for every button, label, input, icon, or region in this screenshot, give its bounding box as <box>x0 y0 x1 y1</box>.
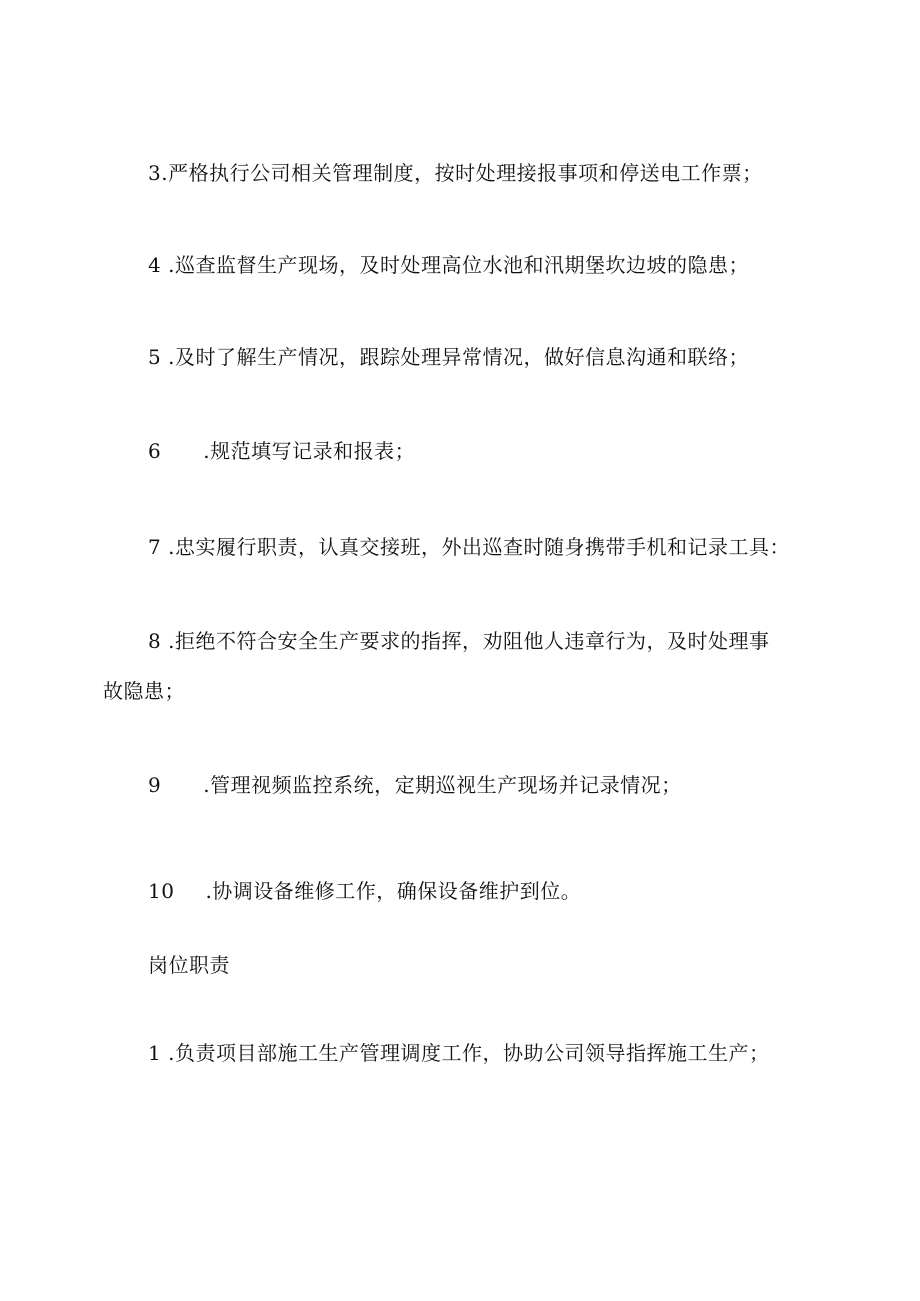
list-item-text: 1 .负责项目部施工生产管理调度工作，协助公司领导指挥施工生产； <box>148 1041 770 1065</box>
section-title <box>148 953 230 977</box>
list-item-10 <box>148 879 581 903</box>
list-item-number: 6 <box>148 439 162 463</box>
list-item-8 <box>148 629 769 653</box>
list-item-5 <box>148 345 749 369</box>
list-item-number: 9 <box>148 773 162 797</box>
section-list-item-1 <box>148 1041 769 1065</box>
list-item-number: 10 <box>148 879 175 903</box>
list-item-text: .管理视频监控系统，定期巡视生产现场并记录情况； <box>203 773 682 797</box>
list-item-text: 3.严格执行公司相关管理制度，按时处理接报事项和停送电工作票； <box>148 161 763 185</box>
list-item-3 <box>148 161 763 185</box>
list-item-9 <box>148 773 682 797</box>
list-item-text: .协调设备维修工作，确保设备维护到位。 <box>205 879 582 903</box>
list-item-6 <box>148 439 415 463</box>
section-title-text: 岗位职责 <box>148 953 230 977</box>
list-item-8-continuation <box>103 679 185 703</box>
list-item-7 <box>148 535 790 559</box>
list-item-text: 4 .巡查监督生产现场，及时处理高位水池和汛期堡坎边坡的隐患； <box>148 253 749 277</box>
list-item-4 <box>148 253 749 277</box>
list-item-text: 8 .拒绝不符合安全生产要求的指挥，劝阻他人违章行为，及时处理事 <box>148 629 770 653</box>
list-item-text: 7 .忠实履行职责，认真交接班，外出巡查时随身携带手机和记录工具： <box>148 535 790 559</box>
list-item-text: .规范填写记录和报表； <box>203 439 416 463</box>
list-item-text: 故隐患； <box>103 679 185 703</box>
list-item-text: 5 .及时了解生产情况，跟踪处理异常情况，做好信息沟通和联络； <box>148 345 749 369</box>
